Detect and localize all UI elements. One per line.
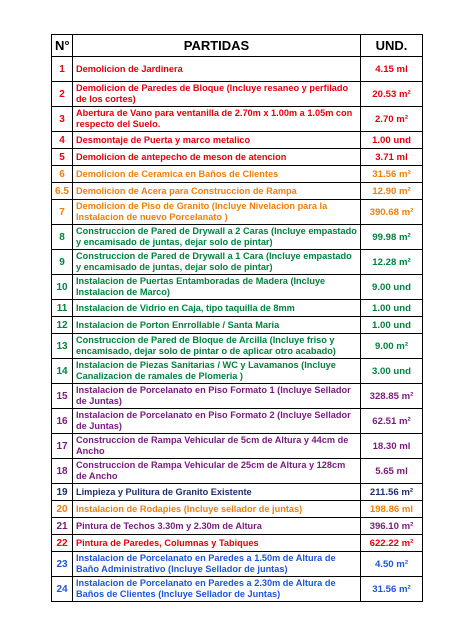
- table-row: [52, 300, 423, 317]
- item-description: Demolicion de Ceramica en Baños de Clientes: [73, 166, 361, 183]
- item-number: 6.5: [52, 183, 73, 200]
- item-description: Demolicion de Paredes de Bloque (Incluye resaneo y perfilado de los cortes): [73, 82, 361, 107]
- item-number: 21: [52, 518, 73, 535]
- item-description: Abertura de Vano para ventanilla de 2.70m x 1.00m a 1.05m con respecto del Suelo.: [73, 107, 361, 132]
- table-row: [52, 149, 423, 166]
- item-number: 4: [52, 132, 73, 149]
- item-description: Instalacion de Porcelanato en Paredes a 1.50m de Altura de Baño Administrativo (Incluye Sellador de juntas): [73, 552, 361, 577]
- header-num: N°: [52, 35, 73, 57]
- item-description: Demolicion de Jardinera: [73, 57, 361, 82]
- item-number: 8: [52, 225, 73, 250]
- item-description: Instalacion de Porcelanato en Paredes a 2.30m de Altura de Baños de Clientes (Incluye Sellador de Juntas): [73, 577, 361, 602]
- item-description: Instalacion de Porcelanato en Piso Formato 2 (Incluye Sellador de Juntas): [73, 409, 361, 434]
- header-partidas: PARTIDAS: [73, 35, 361, 57]
- item-number: 23: [52, 552, 73, 577]
- item-quantity: 198.86 ml: [361, 501, 423, 518]
- item-quantity: 12.28 m²: [361, 250, 423, 275]
- table-row: [52, 334, 423, 359]
- item-number: 15: [52, 384, 73, 409]
- item-quantity: 9.00 und: [361, 275, 423, 300]
- item-quantity: 3.00 und: [361, 359, 423, 384]
- item-number: 12: [52, 317, 73, 334]
- item-description: Construccion de Pared de Drywall a 1 Cara (Incluye empastado y encamisado de juntas, dejar solo de pintar): [73, 250, 361, 275]
- item-quantity: 31.56 m²: [361, 577, 423, 602]
- table-row: [52, 577, 423, 602]
- table-row: [52, 359, 423, 384]
- item-quantity: 4.50 m²: [361, 552, 423, 577]
- item-quantity: 622.22 m²: [361, 535, 423, 552]
- table-body: [52, 57, 423, 602]
- table-row: [52, 518, 423, 535]
- item-quantity: 99.98 m²: [361, 225, 423, 250]
- table-row: [52, 166, 423, 183]
- item-quantity: 18.30 ml: [361, 434, 423, 459]
- item-quantity: 1.00 und: [361, 132, 423, 149]
- table-row: [52, 459, 423, 484]
- table-row: [52, 501, 423, 518]
- item-quantity: 12.90 m²: [361, 183, 423, 200]
- item-number: 22: [52, 535, 73, 552]
- item-description: Demolicion de Acera para Construccion de Rampa: [73, 183, 361, 200]
- item-description: Desmontaje de Puerta y marco metalico: [73, 132, 361, 149]
- item-quantity: 20.53 m²: [361, 82, 423, 107]
- item-description: Limpieza y Pulitura de Granito Existente: [73, 484, 361, 501]
- item-number: 3: [52, 107, 73, 132]
- item-number: 24: [52, 577, 73, 602]
- item-quantity: 5.65 ml: [361, 459, 423, 484]
- item-number: 16: [52, 409, 73, 434]
- item-quantity: 9.00 m²: [361, 334, 423, 359]
- table-row: [52, 225, 423, 250]
- item-quantity: 328.85 m²: [361, 384, 423, 409]
- item-number: 10: [52, 275, 73, 300]
- item-quantity: 1.00 und: [361, 300, 423, 317]
- table-row: [52, 484, 423, 501]
- header-und: UND.: [361, 35, 423, 57]
- item-description: Instalacion de Porcelanato en Piso Formato 1 (Incluye Sellador de Juntas): [73, 384, 361, 409]
- item-quantity: 390.68 m²: [361, 200, 423, 225]
- item-number: 6: [52, 166, 73, 183]
- partidas-table: [51, 34, 423, 602]
- item-description: Demolicion de Piso de Granito (Incluye Nivelacion para la Instalacion de nuevo Porcelanato ): [73, 200, 361, 225]
- table-row: [52, 409, 423, 434]
- item-description: Construccion de Rampa Vehicular de 25cm de Altura y 128cm de Ancho: [73, 459, 361, 484]
- item-quantity: 4.15 ml: [361, 57, 423, 82]
- item-quantity: 31.56 m²: [361, 166, 423, 183]
- table-row: [52, 132, 423, 149]
- item-description: Instalacion de Rodapies (Incluye sellador de juntas): [73, 501, 361, 518]
- table-row: [52, 107, 423, 132]
- item-number: 1: [52, 57, 73, 82]
- item-number: 11: [52, 300, 73, 317]
- item-description: Demolicion de antepecho de meson de atencion: [73, 149, 361, 166]
- item-description: Construccion de Rampa Vehicular de 5cm de Altura y 44cm de Ancho: [73, 434, 361, 459]
- table-header-row: [52, 35, 423, 57]
- item-quantity: 62.51 m²: [361, 409, 423, 434]
- item-quantity: 1.00 und: [361, 317, 423, 334]
- item-description: Instalacion de Puertas Entamboradas de Madera (Incluye Instalacion de Marco): [73, 275, 361, 300]
- table-row: [52, 183, 423, 200]
- item-number: 18: [52, 459, 73, 484]
- item-description: Construccion de Pared de Drywall a 2 Caras (Incluye empastado y encamisado de juntas, dejar solo de pintar): [73, 225, 361, 250]
- item-description: Pintura de Paredes, Columnas y Tabiques: [73, 535, 361, 552]
- table-row: [52, 434, 423, 459]
- item-number: 7: [52, 200, 73, 225]
- table-row: [52, 384, 423, 409]
- item-description: Construccion de Pared de Bloque de Arcilla (Incluye friso y encamisado, dejar solo de pintar o de aplicar otro acabado): [73, 334, 361, 359]
- item-number: 5: [52, 149, 73, 166]
- table-row: [52, 317, 423, 334]
- item-quantity: 2.70 m²: [361, 107, 423, 132]
- table-row: [52, 200, 423, 225]
- item-number: 9: [52, 250, 73, 275]
- item-number: 20: [52, 501, 73, 518]
- table-row: [52, 250, 423, 275]
- item-number: 14: [52, 359, 73, 384]
- item-description: Instalacion de Porton Enrrollable / Santa Maria: [73, 317, 361, 334]
- item-number: 13: [52, 334, 73, 359]
- item-number: 19: [52, 484, 73, 501]
- item-description: Instalacion de Vidrio en Caja, tipo taquilla de 8mm: [73, 300, 361, 317]
- table-row: [52, 552, 423, 577]
- table-row: [52, 535, 423, 552]
- item-description: Pintura de Techos 3.30m y 2.30m de Altura: [73, 518, 361, 535]
- item-number: 17: [52, 434, 73, 459]
- item-quantity: 3.71 ml: [361, 149, 423, 166]
- item-number: 2: [52, 82, 73, 107]
- table-row: [52, 82, 423, 107]
- item-quantity: 396.10 m²: [361, 518, 423, 535]
- table-row: [52, 57, 423, 82]
- item-description: Instalacion de Piezas Sanitarias / WC y Lavamanos (Incluye Canalizacion de ramales de Plomeria ): [73, 359, 361, 384]
- item-quantity: 211.56 m²: [361, 484, 423, 501]
- table-row: [52, 275, 423, 300]
